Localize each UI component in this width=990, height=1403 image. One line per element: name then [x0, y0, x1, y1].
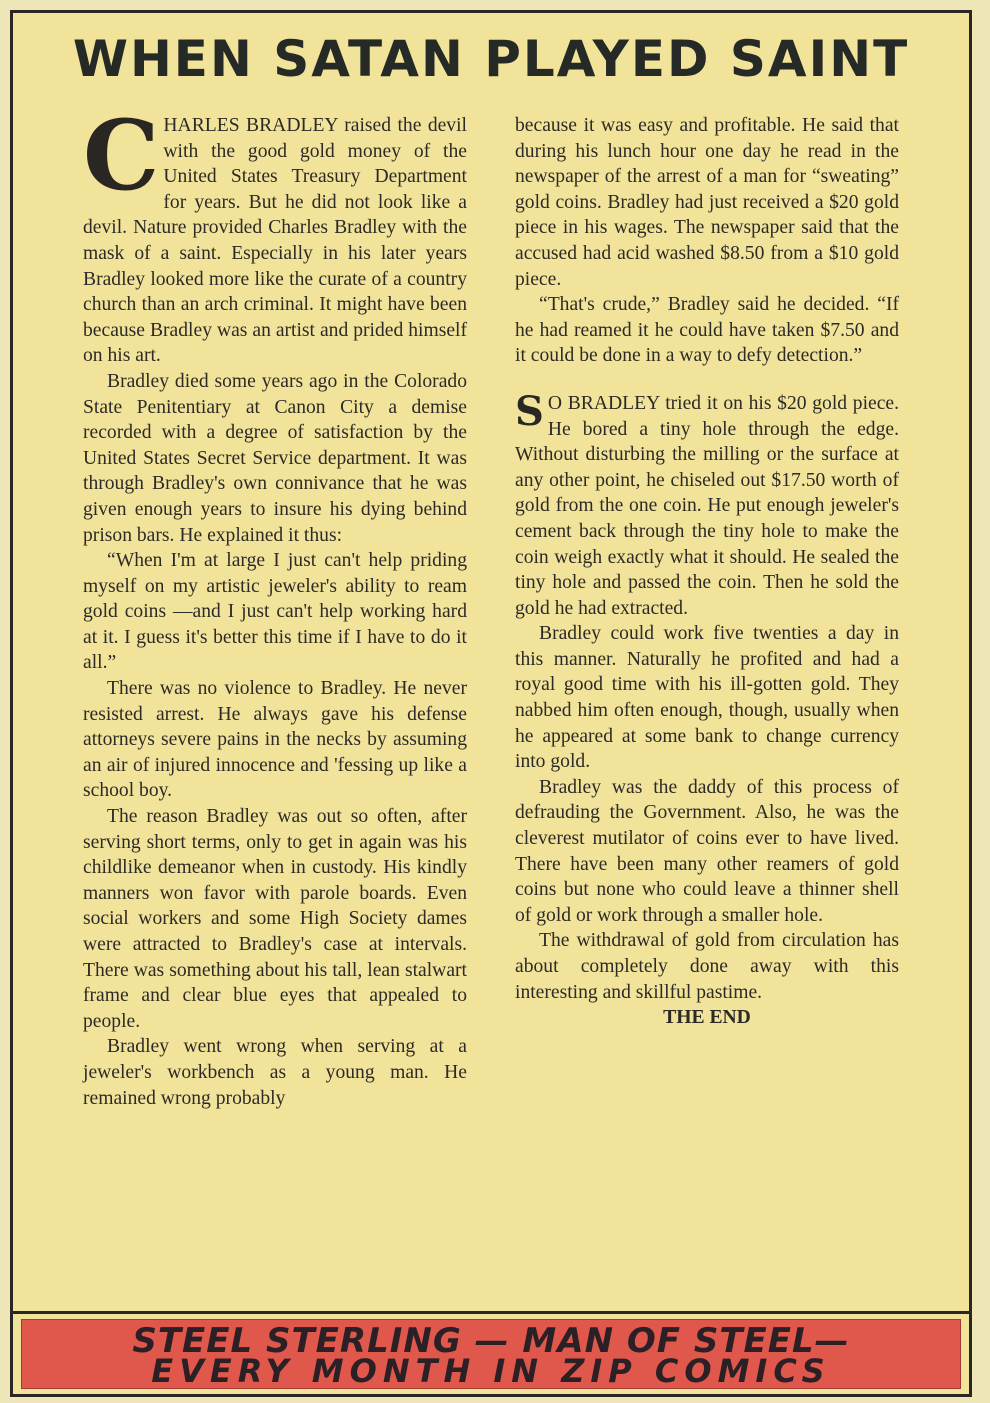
- paragraph: “That's crude,” Bradley said he decided. “If he had reamed it he could have taken $7.50 and it could be done in a way to defy detection.”: [515, 294, 899, 367]
- banner-line-2: EVERY MONTH IN ZIP COMICS: [151, 1352, 831, 1390]
- paragraph: The withdrawal of gold from circulation has about completely done away with this interesting and skillful pastime.: [515, 930, 899, 1003]
- paragraph-text: HARLES BRADLEY raised the devil with the good gold money of the United States Treasury Department for years. But he did not look like a devil. Nature provided Charles Bradley with the mask of a saint. Especially in his later years Bradley looked more like the curate of a country church than an arch criminal. It might have been because Bradley was an artist and prided himself on his art.: [83, 115, 467, 367]
- the-end-label: THE END: [663, 1007, 751, 1029]
- section-break: [515, 369, 899, 391]
- paragraph: Bradley could work five twenties a day in this manner. Naturally he profited and had a royal good time with his ill-gotten gold. They nabbed him often enough, though, usually when he appeared at some bank to change currency into gold.: [515, 623, 899, 773]
- paragraph: [515, 387, 899, 621]
- left-column: [83, 99, 467, 1111]
- story-title: WHEN SATAN PLAYED SAINT: [72, 30, 910, 88]
- paragraph: because it was easy and profitable. He said that during his lunch hour one day he read in the newspaper of the arrest of a man for “sweating” gold coins. Bradley had just received a $20 gold piece in his wages. The newspaper said that the accused had acid washed $8.50 from a $10 gold piece.: [515, 115, 899, 290]
- banner-line-1: STEEL STERLING — MAN OF STEEL—: [132, 1321, 850, 1361]
- paragraph: Bradley was the daddy of this process of defrauding the Government. Also, he was the cleverest mutilator of coins ever to have lived. There have been many other reamers of gold coins but none who could leave a thinner shell of gold or work through a smaller hole.: [515, 776, 899, 926]
- right-column: [515, 113, 899, 1031]
- drop-cap-s: S: [515, 387, 544, 435]
- paragraph-text: O BRADLEY tried it on his $20 gold piece. He bored a tiny hole through the edge. Without disturbing the milling or the surface at any other point, he chiseled out $17.50 worth of gold from the one coin. He put enough jeweler's cement back through the tiny hole to make the coin weigh exactly what it should. He sealed the tiny hole and passed the coin. Then he sold the gold he had extracted.: [515, 392, 899, 619]
- page: [10, 10, 972, 1397]
- drop-cap-c: C: [83, 99, 160, 212]
- paragraph: The reason Bradley was out so often, after serving short terms, only to get in again was his childlike demeanor when in custody. His kindly manners won favor with parole boards. Even social workers and some High Society dames were attracted to Bradley's case at intervals. There was something about his tall, lean stalwart frame and clear blue eyes that appealed to people.: [83, 806, 467, 1032]
- paragraph: “When I'm at large I just can't help priding myself on my artistic jeweler's ability to ream gold coins —and I just can't help working hard at it. I guess it's better this time if I have to do it all.”: [83, 550, 467, 674]
- paragraph: There was no violence to Bradley. He never resisted arrest. He always gave his defense attorneys severe pains in the necks by assuming an air of injured innocence and 'fessing up like a school boy.: [83, 678, 467, 802]
- paragraph: Bradley went wrong when serving at a jeweler's workbench as a young man. He remained wrong probably: [83, 1036, 467, 1109]
- paragraph: [83, 99, 467, 369]
- promo-banner: [21, 1319, 961, 1389]
- paragraph: Bradley died some years ago in the Colorado State Penitentiary at Canon City a demise recorded with a degree of satisfaction by the United States Secret Service department. It was through Bradley's own connivance that he was given enough years to insure his dying behind prison bars. He explained it thus:: [83, 370, 467, 546]
- divider: [13, 1311, 969, 1314]
